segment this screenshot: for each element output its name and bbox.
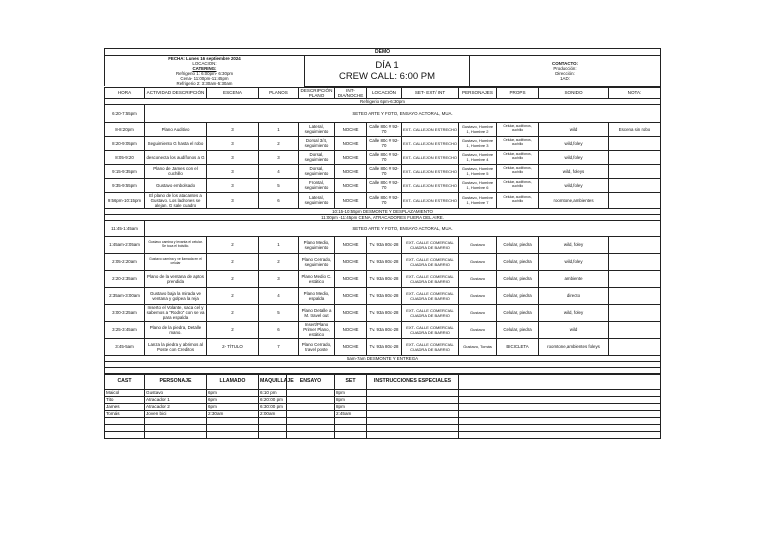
cast-row [105,403,661,410]
cell-set: EXT- CALLE COMERCIAL CUADRA DE BARRIO [402,287,459,304]
cell-actividad: Lanza la piedra y abrimos al Poste con Creditos [145,338,207,355]
cast-set: 8pm [335,396,367,403]
cell-props: Celular, piedra [497,321,539,338]
cell-nota [609,192,661,208]
cell-descripcion: Plano Cerrado, travel poste [299,338,335,355]
cell-props: Celular, audífonos, cuchillo [497,150,539,164]
cell-dia-noche: NOCHE [335,236,367,253]
cell-actividad: Seguimiento G hasta el robo [145,136,207,150]
cell-plano: 5 [259,178,299,192]
cell-escena: 3 [207,192,259,208]
cell-locacion: Tv. 93a 80c-28 [367,236,402,253]
schedule-row [105,122,661,136]
cell-sonido: wild, foleys [539,164,609,178]
cell-nota [609,178,661,192]
cell-personajes: Gustavo, Hombre 1, Hombre 5 [459,164,497,178]
cell-locacion: Calle 80c # 92-70 [367,164,402,178]
cell-personajes: Gustavo [459,304,497,321]
cell-hora: 2:20-2:35am [105,270,145,287]
cast-llamado: 6pm [207,403,259,410]
cell-descripcion: Plano Medio, espalda [299,287,335,304]
cell-props: Celular, audífonos, cuchillo [497,178,539,192]
cast-maquillaje: 6:20:00 pm [259,396,287,403]
first-ad: 1AD: [560,75,570,81]
cast-llamado: 6pm [207,396,259,403]
cell-escena: 3 [207,136,259,150]
cell-plano: 3 [259,270,299,287]
cell-locacion: Tv. 93a 80c-28 [367,270,402,287]
col-props: PROPS [497,87,539,98]
cell-sonido: directo [539,287,609,304]
col-descripcion: DESCRIPCIÓN PLANO [299,87,335,98]
cell-dia-noche: NOCHE [335,122,367,136]
block2-time: 11:45-1:45am [105,220,145,236]
cell-hora: 2:35am-3:00am [105,287,145,304]
cell-descripcion: Lateral, seguimiento [299,192,335,208]
cell-actividad: Plano de la ventana de aptos prendida [145,270,207,287]
cell-escena: 3 [207,122,259,136]
cell-personajes: Gustavo, Hombre 1, Hombre 6 [459,178,497,192]
cast-ensayo [287,403,335,410]
column-headers [105,87,661,98]
cell-dia-noche: NOCHE [335,136,367,150]
sheet-title: DEMO [105,49,661,56]
cell-descripcion: Plano Medio, seguimiento [299,236,335,253]
cell-escena: 2- TÍTULO [207,338,259,355]
cell-nota [609,150,661,164]
schedule-row [105,270,661,287]
cell-dia-noche: NOCHE [335,304,367,321]
cell-plano: 5 [259,304,299,321]
cell-dia-noche: NOCHE [335,150,367,164]
cell-actividad: Gustavo camina y ve llamada en el celular [145,253,207,270]
schedule-row [105,236,661,253]
cell-hora: 3:00-3:25am [105,304,145,321]
cell-set: EXT- CALLEJON ESTRECHO [402,192,459,208]
cell-escena: 2 [207,304,259,321]
schedule-row [105,136,661,150]
cell-escena: 3 [207,164,259,178]
cell-set: EXT- CALLEJON ESTRECHO [402,122,459,136]
cell-descripcion: Plano Cerrado, seguimiento [299,253,335,270]
col-hora: HORA [105,87,145,98]
cell-locacion: Calle 80c # 92-70 [367,192,402,208]
cell-hora: 1:45am-2:05am [105,236,145,253]
cell-set: EXT- CALLE COMERCIAL CUADRA DE BARRIO [402,321,459,338]
cell-personajes: Gustavo, Hombre 1, Hombre 4 [459,150,497,164]
cell-descripcion: Frontal, seguimiento [299,178,335,192]
cell-actividad: Gustavo camina y levanta el celular. Se toca el bolsillo. [145,236,207,253]
banner-end: 5am-7am DESMONTE Y ENTREGA [105,355,661,361]
cell-escena: 3 [207,178,259,192]
cell-hora: 9:56pm-10:15pm [105,192,145,208]
cell-set: EXT- CALLE COMERCIAL CUADRA DE BARRIO [402,236,459,253]
cell-actividad: El plano de los atacantes a Gustavo. Los ladrones se alejan. G sale cuadro [145,192,207,208]
cell-plano: 7 [259,338,299,355]
schedule-row [105,338,661,355]
cell-props: Celular, piedra [497,253,539,270]
cell-personajes: Gustavo [459,236,497,253]
cell-sonido: wild, foley [539,304,609,321]
cell-plano: 1 [259,236,299,253]
cell-locacion: Tv. 93a 80c-28 [367,304,402,321]
cell-hora: 8:05-9:20 [105,150,145,164]
cell-hora: 9:35-9:55pm [105,178,145,192]
cast-instrucciones [367,396,459,403]
col-locacion: LOCACIÓN [367,87,402,98]
cast-maquillaje: 2:00am [259,410,287,417]
cast-table [104,374,661,439]
cell-actividad: Plano Auditivo [145,122,207,136]
cell-personajes: Gustavo [459,321,497,338]
cell-props: Celular, audífonos, cuchillo [497,136,539,150]
crew-call: CREW CALL: 6:00 PM [338,70,436,82]
cell-props: Celular, audífonos, cuchillo [497,122,539,136]
cell-sonido: wild,foley [539,136,609,150]
schedule-table [104,87,661,374]
banner-setup-2: SETEO ARTE Y FOTO, ENSAYO ACTORAL, MUA. [145,220,661,236]
cell-personajes: Gustavo, Hombre 1, Hombre 2 [459,122,497,136]
cast-name: Maicol [105,389,145,396]
cell-sonido: roomtone,ambientes [539,192,609,208]
cell-locacion: Tv. 93a 80c-28 [367,253,402,270]
cell-plano: 4 [259,287,299,304]
refrigerio-1: Refrigerio 1: 6:00pm- 6:30pm [175,71,234,76]
cell-sonido: wild,foley [539,178,609,192]
cast-llamado: 6pm [207,389,259,396]
cell-locacion: Calle 80c # 92-70 [367,122,402,136]
cell-hora: 3:45-5am [105,338,145,355]
cell-set: EXT- CALLE COMERCIAL CUADRA DE BARRIO [402,338,459,355]
cell-dia-noche: NOCHE [335,253,367,270]
cast-name: Tomás [105,410,145,417]
cell-plano: 3 [259,150,299,164]
cell-set: EXT- CALLE COMERCIAL CUADRA DE BARRIO [402,304,459,321]
cell-dia-noche: NOCHE [335,270,367,287]
call-sheet [104,48,660,439]
schedule-row [105,304,661,321]
schedule-row [105,150,661,164]
cell-nota [609,321,661,338]
cell-locacion: Tv. 93a 80c-28 [367,321,402,338]
cell-dia-noche: NOCHE [335,287,367,304]
cell-nota [609,253,661,270]
schedule-row [105,164,661,178]
cell-actividad: Plano de la piedra, Detalle mano. [145,321,207,338]
cell-actividad: Plano de James con el cuchillo [145,164,207,178]
cast-row [105,396,661,403]
cell-escena: 2 [207,236,259,253]
cast-ensayo [287,389,335,396]
cell-sonido: wild [539,321,609,338]
catering: CATERING: [192,66,217,71]
cast-personaje: Gustavo [145,389,207,396]
locacion: LOCACION: [192,61,217,66]
cell-actividad: desconecta los audífonos a G [145,150,207,164]
col-actividad: ACTIVIDAD DESCRIPCIÓN [145,87,207,98]
cast-name: Tito [105,396,145,403]
cell-personajes: Gustavo [459,287,497,304]
cell-locacion: Tv. 93a 80c-28 [367,338,402,355]
cell-hora: 8-8:20pm [105,122,145,136]
cell-set: EXT- CALLE COMERCIAL CUADRA DE BARRIO [402,253,459,270]
cell-descripcion: Dorsal, seguimiento [299,164,335,178]
cell-plano: 2 [259,136,299,150]
col-personajes: PERSONAJES [459,87,497,98]
cast-col-maquillaje: MAQUILLAJE [259,374,287,389]
col-nota: NOTA: [609,87,661,98]
cena: Cena- 11:00pm-11:45pm [180,76,229,81]
contacto: CONTACTO: [552,60,578,66]
header-left [105,56,305,87]
cast-set: 8pm [335,389,367,396]
cast-header [105,374,661,389]
cell-dia-noche: NOCHE [335,321,367,338]
cell-props: Celular, piedra [497,270,539,287]
cell-nota [609,287,661,304]
cell-sonido: wild, foley [539,236,609,253]
cell-plano: 4 [259,164,299,178]
cast-row [105,389,661,396]
cast-ensayo [287,396,335,403]
cell-personajes: Gustavo, Tomás [459,338,497,355]
cell-locacion: Calle 80c # 92-70 [367,178,402,192]
cell-sonido: wild,foley [539,253,609,270]
cell-nota [609,236,661,253]
cell-hora: 3:25-3:45am [105,321,145,338]
cell-dia-noche: NOCHE [335,164,367,178]
banner-refrigerio: Refrigerio 6pm-6:30pm [105,98,661,104]
cast-instrucciones [367,389,459,396]
cell-personajes: Gustavo [459,253,497,270]
direccion: Dirección: [555,70,575,76]
cell-set: EXT- CALLEJON ESTRECHO [402,136,459,150]
cell-locacion: Calle 80c # 92-70 [367,136,402,150]
cell-sonido: ambiente [539,270,609,287]
cell-set: EXT- CALLEJON ESTRECHO [402,178,459,192]
cast-instrucciones [367,410,459,417]
cell-escena: 2 [207,270,259,287]
cell-set: EXT- CALLEJON ESTRECHO [402,164,459,178]
cell-props: BICICLETA [497,338,539,355]
cell-hora: 8:20-9:05pm [105,136,145,150]
cast-personaje: Atracador 2 [145,403,207,410]
cell-descripcion: Dorsal, seguimiento [299,150,335,164]
cell-dia-noche: NOCHE [335,192,367,208]
cell-sonido: roomtone,ambientes foleys [539,338,609,355]
cell-hora: 9:15-9:35pm [105,164,145,178]
cell-plano: 6 [259,321,299,338]
cell-set: EXT- CALLE COMERCIAL CUADRA DE BARRIO [402,270,459,287]
cast-ensayo [287,410,335,417]
cell-escena: 2 [207,253,259,270]
col-dia-noche: INT-DIA/NOCHE [335,87,367,98]
cast-set: 8pm [335,403,367,410]
cell-props: Celular, piedra [497,304,539,321]
cast-col-personaje: PERSONAJE [145,374,207,389]
cast-col-cast: CAST [105,374,145,389]
cell-plano: 1 [259,122,299,136]
cell-props: Celular, audífonos, cuchillo [497,192,539,208]
day-label: DÍA 1 [375,59,399,71]
produccion: Producción: [553,65,577,71]
cell-dia-noche: NOCHE [335,338,367,355]
cell-nota: Escena sin robo [609,122,661,136]
cell-descripcion: Plano Detalle a M. travel out [299,304,335,321]
schedule-row [105,192,661,208]
cell-escena: 3 [207,150,259,164]
col-escena: ESCENA [207,87,259,98]
cell-sonido: wild [539,122,609,136]
col-sonido: SONIDO [539,87,609,98]
cell-personajes: Gustavo, Hombre 1, Hombre 3 [459,136,497,150]
cell-descripcion: Plano Medio C. estático [299,270,335,287]
cell-personajes: Gustavo [459,270,497,287]
refrigerio-2: Refrigerio 2: 3:30am-5:30am [176,81,233,86]
cast-col-set: SET [335,374,367,389]
cell-escena: 2 [207,287,259,304]
fecha: FECHA: Lunes 16 septiembre 2024 [168,56,241,61]
cell-nota [609,270,661,287]
cell-locacion: Tv. 93a 80c-28 [367,287,402,304]
cell-descripcion: Dorsal 3/4, seguimiento [299,136,335,150]
schedule-row [105,321,661,338]
cell-set: EXT- CALLEJON ESTRECHO [402,150,459,164]
cast-instrucciones [367,403,459,410]
cell-actividad: Gustavo baja la mirada ve ventana y golpea la reja [145,287,207,304]
cast-llamado: 2:30am [207,410,259,417]
cell-hora: 2:05-2:20am [105,253,145,270]
cast-col-ensayo: ENSAYO [287,374,335,389]
cast-set: 2:45am [335,410,367,417]
banner-move: 10:15-10:55pm DESMONTE Y DESPLAZAMIENTO [105,208,661,214]
cast-col-llamado: LLAMADO [207,374,259,389]
cell-escena: 2 [207,321,259,338]
cell-sonido: wild,foley [539,150,609,164]
header-table [104,48,661,87]
cell-nota [609,164,661,178]
cell-nota [609,136,661,150]
cast-maquillaje: 6:30:00 pm [259,403,287,410]
cast-row [105,410,661,417]
col-set: SET- EXT/ INT [402,87,459,98]
cell-nota [609,338,661,355]
cell-dia-noche: NOCHE [335,178,367,192]
cell-actividad: Gustavo embolsado [145,178,207,192]
cell-actividad: Inserto el Volante, saca cel y sabemos a "Rodro" con se va para espalda [145,304,207,321]
cell-props: Celular, audífonos, cuchillo [497,164,539,178]
col-planos: PLANOS [259,87,299,98]
cell-plano: 2 [259,253,299,270]
schedule-row [105,178,661,192]
block1-time: 6:20-7:55pm [105,104,145,122]
cell-plano: 6 [259,192,299,208]
cast-col-instrucciones: INSTRUCCIONES ESPECIALES [367,374,459,389]
banner-dinner: 11:00pm -11:45pm CENA, ATRACADORES FUERA DEL AIRE. [105,214,661,220]
schedule-row [105,287,661,304]
cell-props: Celular, piedra [497,287,539,304]
banner-setup-1: SETEO ARTE Y FOTO, ENSAYO ACTORAL, MUA. [145,104,661,122]
header-center [305,56,470,87]
cast-maquillaje: 6:10 pm [259,389,287,396]
cast-name: James [105,403,145,410]
cell-descripcion: Lateral, seguimiento [299,122,335,136]
cast-personaje: Atracador 1 [145,396,207,403]
header-right [470,56,661,87]
cell-locacion: Calle 80c # 92-70 [367,150,402,164]
schedule-row [105,253,661,270]
cell-nota [609,304,661,321]
cell-personajes: Gustavo, Hombre 1, Hombre 7 [459,192,497,208]
cast-personaje: Joven bici [145,410,207,417]
cell-props: Celular, piedra [497,236,539,253]
cell-descripcion: Insert/Plano Primer Plano, estático [299,321,335,338]
